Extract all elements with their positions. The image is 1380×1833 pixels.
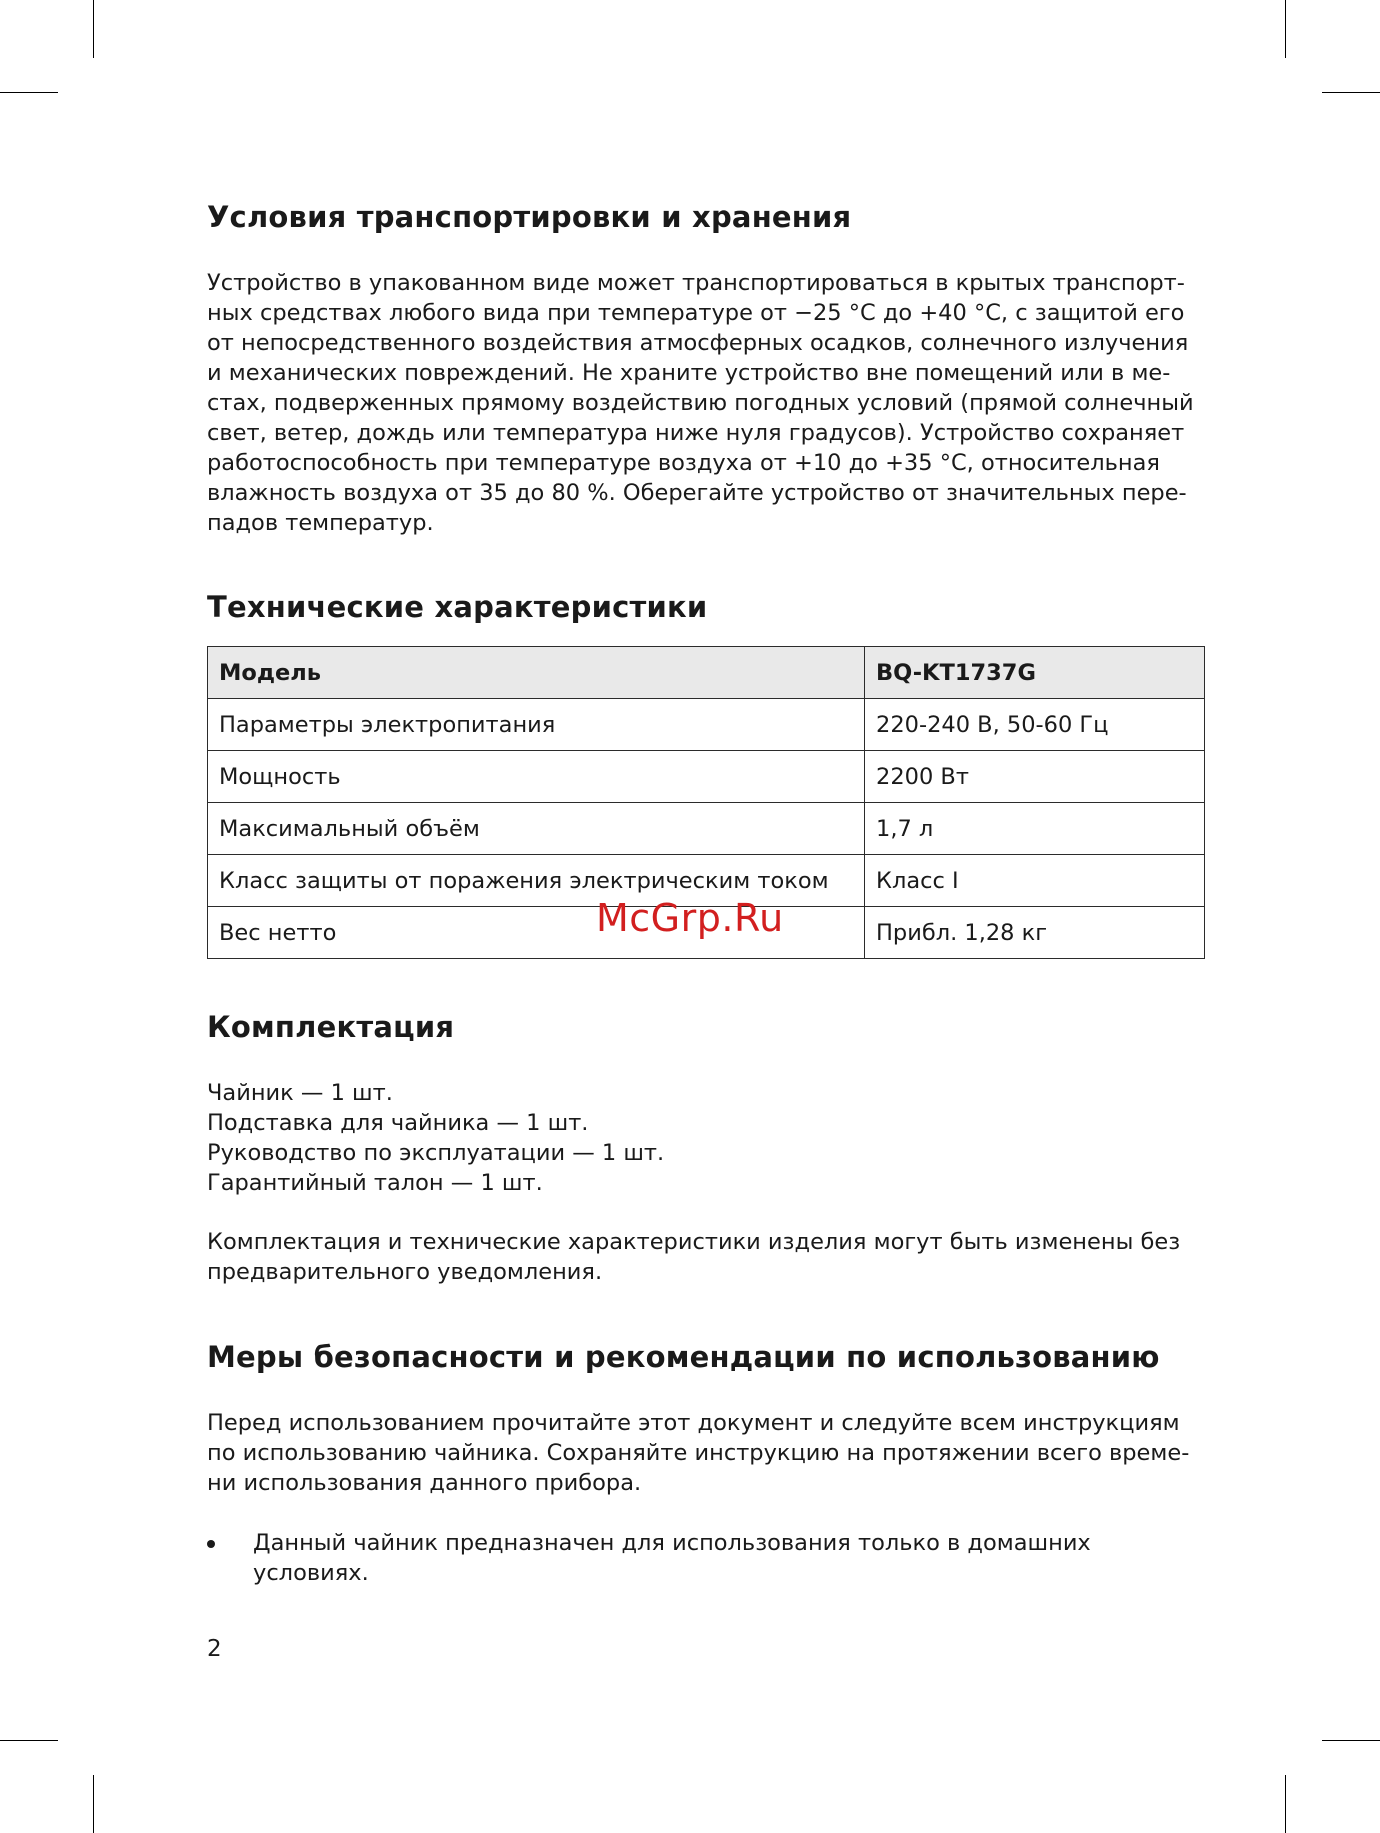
text-line: ни использования данного прибора. xyxy=(207,1470,642,1496)
text-line: по использованию чайника. Сохраняйте инструкцию на протяжении всего време- xyxy=(207,1440,1190,1466)
text-line: Данный чайник предназначен для использования только в домашних xyxy=(253,1530,1091,1556)
crop-mark xyxy=(93,0,94,58)
crop-mark xyxy=(93,1775,94,1833)
text-line: Перед использованием прочитайте этот документ и следуйте всем инструкциям xyxy=(207,1410,1180,1436)
text-line: Комплектация и технические характеристики изделия могут быть изменены без xyxy=(207,1229,1181,1255)
list-item: Гарантийный талон — 1 шт. xyxy=(207,1170,543,1196)
text-line: работоспособность при температуре воздуха от +10 до +35 °C, относительная xyxy=(207,450,1160,476)
table-cell: 1,7 л xyxy=(865,803,1205,855)
crop-mark xyxy=(0,1740,58,1741)
crop-mark xyxy=(1322,92,1380,93)
table-cell: Максимальный объём xyxy=(208,803,865,855)
table-cell: Мощность xyxy=(208,751,865,803)
transport-paragraph xyxy=(207,268,1205,538)
text-line: стах, подверженных прямому воздействию погодных условий (прямой солнечный xyxy=(207,390,1194,416)
text-line: ных средствах любого вида при температуре от −25 °C до +40 °C, с защитой его xyxy=(207,300,1185,326)
text-line: падов температур. xyxy=(207,510,434,536)
table-cell: Вес нетто xyxy=(208,907,865,959)
table-cell: Класс защиты от поражения электрическим током xyxy=(208,855,865,907)
page-number: 2 xyxy=(207,1636,222,1662)
text-line: влажность воздуха от 35 до 80 %. Оберегайте устройство от значительных пере- xyxy=(207,480,1187,506)
package-list xyxy=(207,1078,1205,1198)
table-cell: Прибл. 1,28 кг xyxy=(865,907,1205,959)
table-row xyxy=(208,803,1205,855)
bullet-text xyxy=(253,1528,1091,1588)
table-header-cell: Модель xyxy=(208,647,865,699)
package-note xyxy=(207,1227,1205,1287)
crop-mark xyxy=(1285,1775,1286,1833)
table-row xyxy=(208,699,1205,751)
table-header-cell: BQ-KT1737G xyxy=(865,647,1205,699)
table-cell: 220-240 В, 50-60 Гц xyxy=(865,699,1205,751)
heading-package: Комплектация xyxy=(207,1010,455,1044)
text-line: свет, ветер, дождь или температура ниже нуля градусов). Устройство сохраняет xyxy=(207,420,1185,446)
safety-intro xyxy=(207,1408,1205,1498)
crop-mark xyxy=(0,92,58,93)
table-cell: Параметры электропитания xyxy=(208,699,865,751)
text-line: условиях. xyxy=(253,1560,369,1586)
heading-safety: Меры безопасности и рекомендации по использованию xyxy=(207,1340,1160,1374)
bullet-icon xyxy=(207,1540,215,1548)
text-line: предварительного уведомления. xyxy=(207,1259,603,1285)
heading-specs: Технические характеристики xyxy=(207,590,708,624)
heading-transport: Условия транспортировки и хранения xyxy=(207,200,852,234)
table-header-row xyxy=(208,647,1205,699)
table-cell: 2200 Вт xyxy=(865,751,1205,803)
text-line: Устройство в упакованном виде может транспортироваться в крытых транспорт- xyxy=(207,270,1185,296)
watermark: McGrp.Ru xyxy=(596,896,784,940)
text-line: и механических повреждений. Не храните устройство вне помещений или в ме- xyxy=(207,360,1171,386)
crop-mark xyxy=(1285,0,1286,58)
list-item: Чайник — 1 шт. xyxy=(207,1080,393,1106)
list-item: Руководство по эксплуатации — 1 шт. xyxy=(207,1140,665,1166)
list-item: Подставка для чайника — 1 шт. xyxy=(207,1110,589,1136)
crop-mark xyxy=(1322,1740,1380,1741)
table-row xyxy=(208,751,1205,803)
table-cell: Класс I xyxy=(865,855,1205,907)
text-line: от непосредственного воздействия атмосферных осадков, солнечного излучения xyxy=(207,330,1189,356)
